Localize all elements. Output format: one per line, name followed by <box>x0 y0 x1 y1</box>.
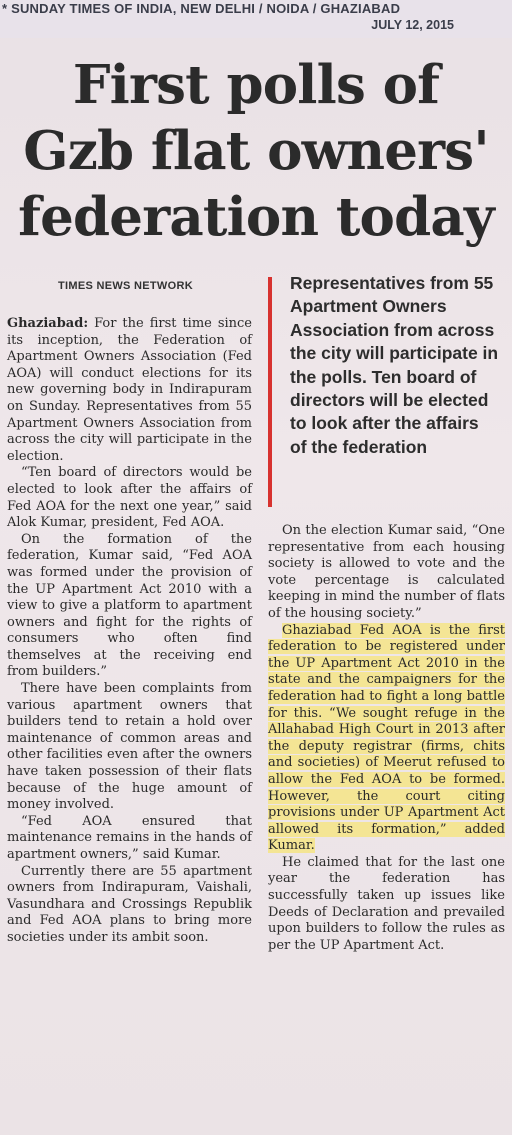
article-paragraph-8 <box>268 623 505 855</box>
article-paragraph-6: Currently there are 55 apartment owners from Indirapuram, Vaishali, Vasundhara and Crossings Republik and Fed AOA plans to bring more societies under its ambit soon. <box>7 863 252 945</box>
dateline: Ghaziabad: <box>7 316 89 331</box>
article-column-left <box>7 316 252 947</box>
article-paragraph-2: “Ten board of directors would be elected to look after the affairs of Fed AOA for the next one year,” said Alok Kumar, president, Fed AOA. <box>7 465 252 531</box>
masthead-strip <box>0 0 512 38</box>
article-paragraph-9: He claimed that for the last one year the federation has successfully taken up issues like Deeds of Declaration and prevailed upon builders to follow the rules as per the UP Apartment Act. <box>268 854 505 953</box>
highlighted-text: Ghaziabad Fed AOA is the first federation to be registered under the UP Apartment Act 2010 in the state and the campaigners for the federation had to fight a long battle for this. “We sought refuge in the Allahabad High Court in 2013 after the deputy registrar (firms, chits and societies) of Meerut refused to allow the Fed AOA to be formed. However, the court citing provisions under UP Apartment Act allowed its formation,” added Kumar. <box>268 622 505 854</box>
article-column-right <box>268 523 505 954</box>
article-paragraph-3: On the formation of the federation, Kumar said, “Fed AOA was formed under the provision of the UP Apartment Act 2010 with a view to give a platform to apartment owners and fight for the rights of consumers who often find themselves at the receiving end from builders.” <box>7 531 252 680</box>
article-paragraph-4: There have been complaints from various apartment owners that builders tend to retain a hold over maintenance of common areas and other facilities even after the owners have taken possession of their flats because of the huge amount of money involved. <box>7 681 252 813</box>
edition-line: * SUNDAY TIMES OF INDIA, NEW DELHI / NOIDA / GHAZIABAD <box>2 1 401 16</box>
publication-date: JULY 12, 2015 <box>371 18 454 32</box>
article-paragraph-5: “Fed AOA ensured that maintenance remains in the hands of apartment owners,” said Kumar. <box>7 813 252 862</box>
article-paragraph-1 <box>7 316 252 465</box>
pullquote-accent-bar <box>268 277 272 507</box>
pullquote: Representatives from 55 Apartment Owners Association from across the city will participate in the polls. Ten board of directors will be elected to look after the affairs of the federation <box>290 273 499 457</box>
article-paragraph-7: On the election Kumar said, “One representative from each housing society is allowed to vote and the vote percentage is calculated keeping in mind the number of flats of the housing society.” <box>268 523 505 621</box>
paragraph-text: For the first time since its inception, the Federation of Apartment Owners Association (Fed AOA) will conduct elections for its new governing body in Indirapuram on Sunday. Representatives from 55 Apartment Owners Association from across the city will participate in the election. <box>7 316 253 464</box>
headline: First polls of Gzb flat owners' federation today <box>18 54 494 248</box>
byline: TIMES NEWS NETWORK <box>58 280 193 292</box>
